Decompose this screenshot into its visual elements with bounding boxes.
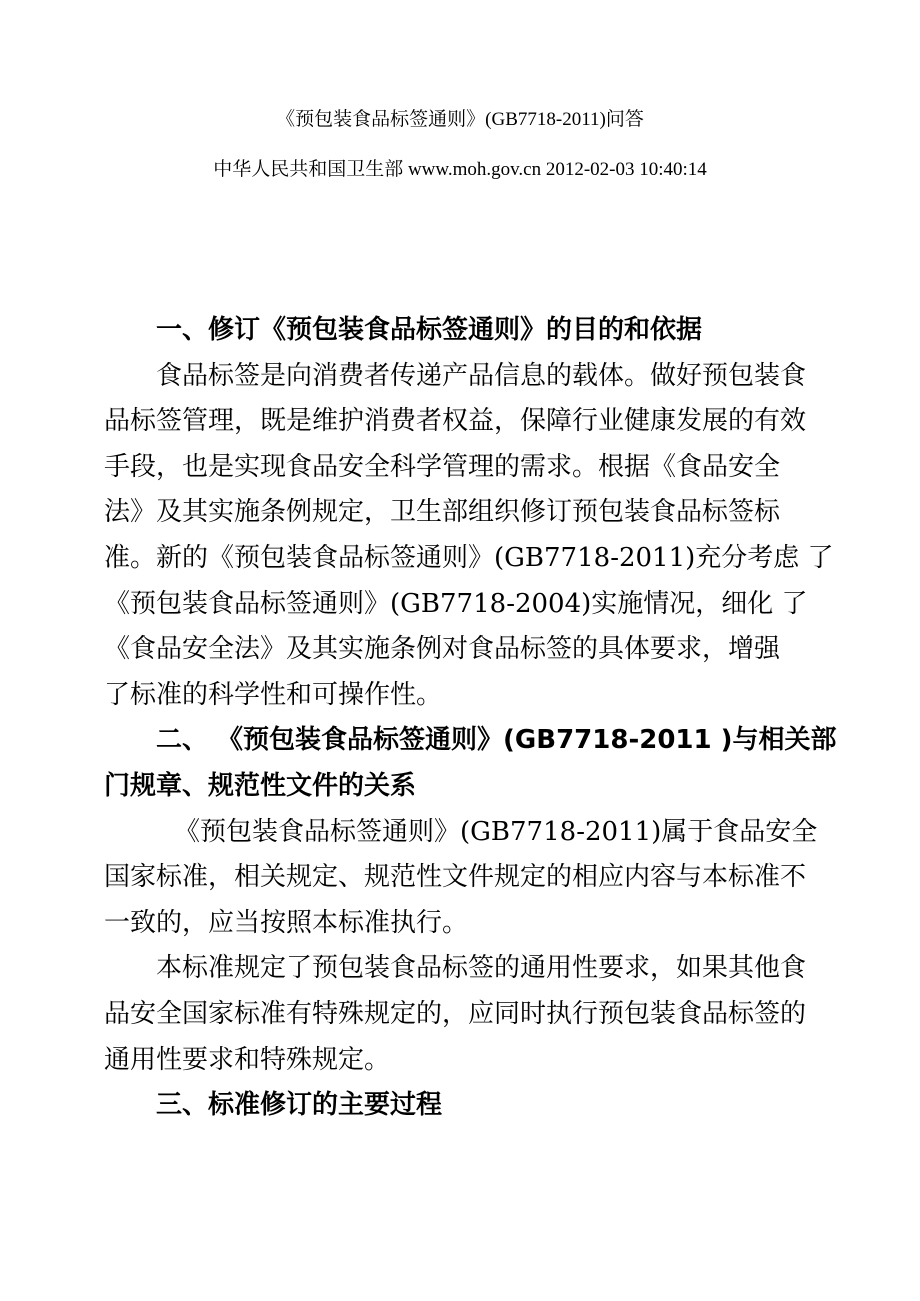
paragraph-line: 本标准规定了预包装食品标签的通用性要求，如果其他食 [156,953,807,984]
paragraph-line: 通用性要求和特殊规定。 [104,1044,391,1075]
paragraph-line: 《食品安全法》及其实施条例对食品标签的具体要求，增强 [104,634,781,665]
paragraph-line: 手段，也是实现食品安全科学管理的需求。根据《食品安全 [104,451,781,482]
document-title: 《预包装食品标签通则》(GB7718-2011)问答 [276,109,644,130]
paragraph-line: 国家标准，相关规定、规范性文件规定的相应内容与本标准不 [104,862,807,893]
section-heading-2: 二、 《预包装食品标签通则》(GB7718-2011 )与相关部 [156,725,837,756]
section-heading-1: 一、修订《预包装食品标签通则》的目的和依据 [156,315,703,345]
source-line: 中华人民共和国卫生部 www.moh.gov.cn 2012-02-03 10:40:14 [213,159,707,180]
paragraph-line: 食品标签是向消费者传递产品信息的载体。做好预包装食 [156,360,807,391]
section-heading-2-cont: 门规章、规范性文件的关系 [104,770,417,801]
paragraph-line: 一致的，应当按照本标准执行。 [104,907,469,938]
document-body [104,308,837,1129]
section-heading-3: 三、标准修订的主要过程 [156,1090,443,1121]
paragraph-line: 品标签管理，既是维护消费者权益，保障行业健康发展的有效 [104,406,807,437]
paragraph-line: 法》及其实施条例规定，卫生部组织修订预包装食品标签标 [104,497,781,528]
paragraph-line: 《预包装食品标签通则》(GB7718-2011)属于食品安全 [174,816,818,847]
paragraph-line: 准。新的《预包装食品标签通则》(GB7718-2011)充分考虑 了 [104,542,834,573]
paragraph-line: 品安全国家标准有特殊规定的，应同时执行预包装食品标签的 [104,998,807,1029]
paragraph-line: 《预包装食品标签通则》(GB7718-2004)实施情况，细化 了 [104,588,808,619]
paragraph-line: 了标准的科学性和可操作性。 [104,679,443,710]
